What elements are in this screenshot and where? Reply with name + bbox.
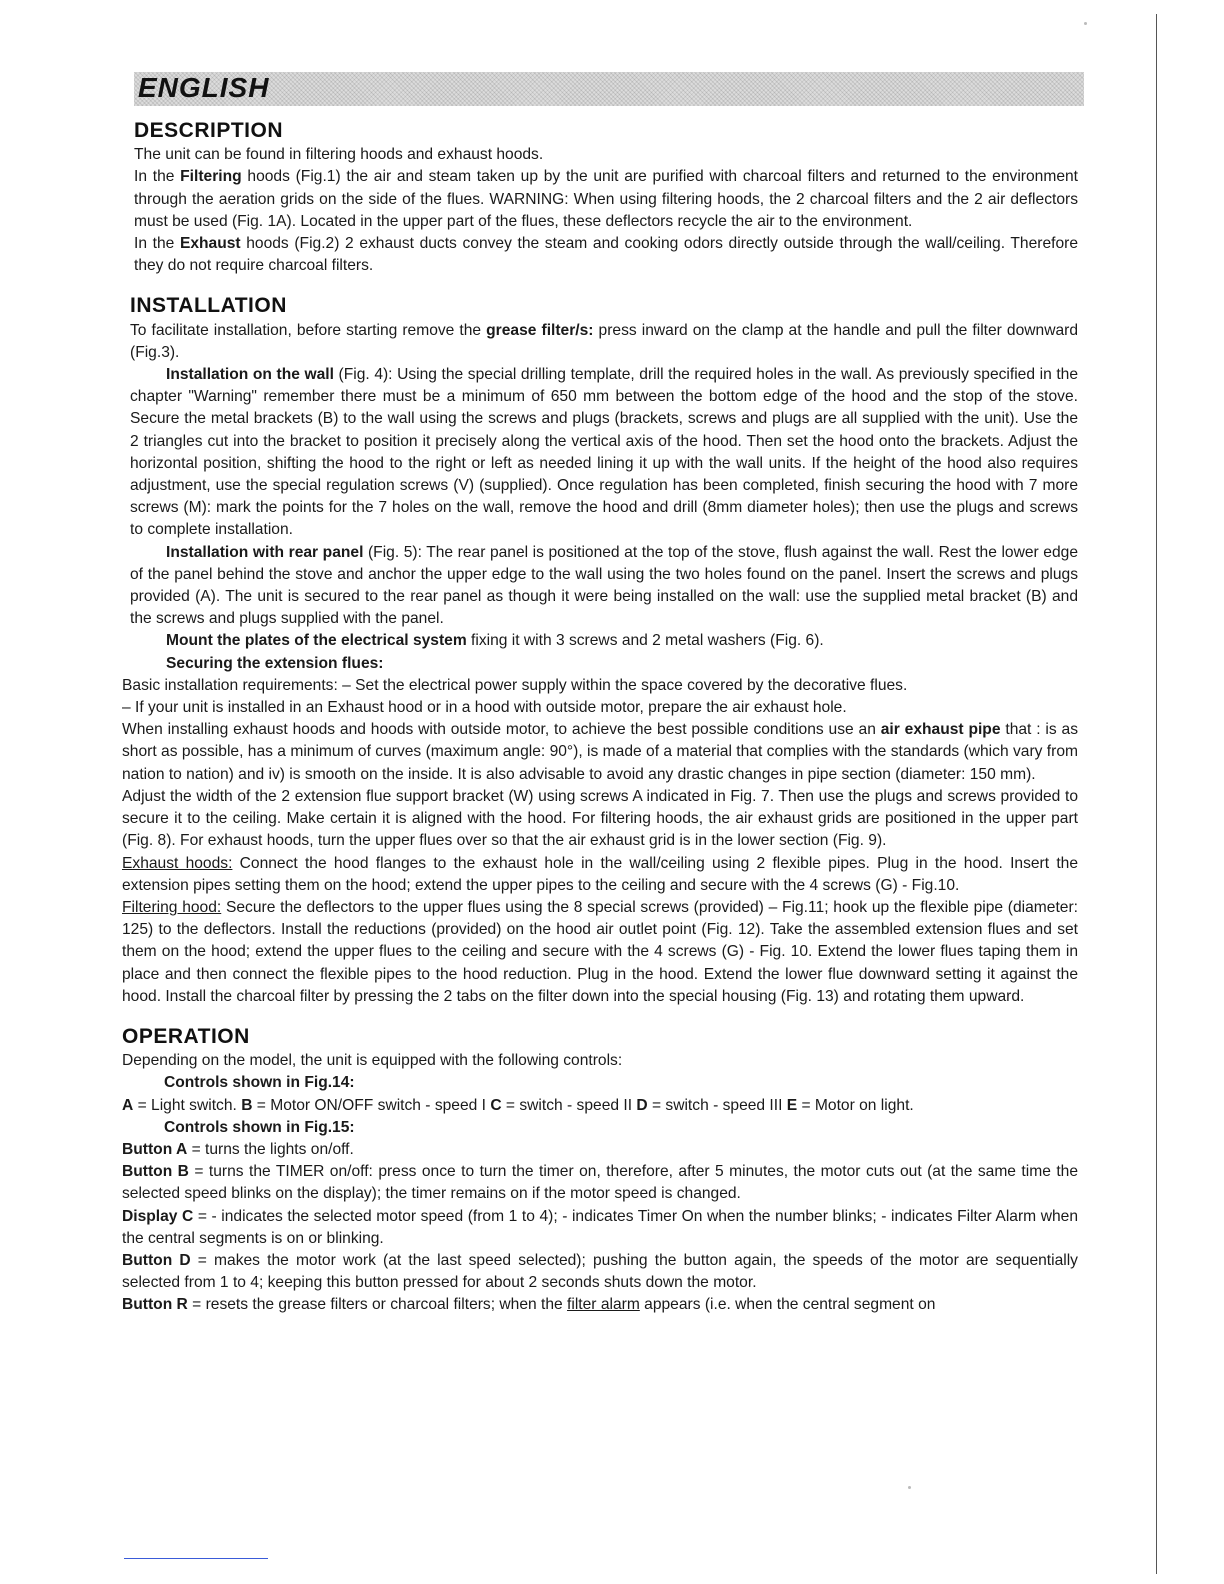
installation-section — [122, 320, 1078, 675]
requirements-line: – If your unit is installed in an Exhaust hood or in a hood with outside motor, prepare the air exhaust hole. — [122, 699, 847, 717]
control-desc: = Light switch. — [133, 1096, 242, 1114]
exhaust-hoods-paragraph — [122, 853, 1078, 897]
filtering-term: Filtering — [180, 168, 242, 186]
control-desc: = switch - speed II — [501, 1096, 637, 1114]
control-desc: = turns the lights on/off. — [187, 1140, 354, 1158]
button-a-key: Button A — [122, 1140, 188, 1158]
description-heading: DESCRIPTION — [134, 119, 284, 142]
button-b-line — [122, 1161, 1078, 1205]
description-section — [122, 144, 1078, 277]
control-desc: = turns the TIMER on/off: press once to turn the timer on, therefore, after 5 minutes, the motor cuts out (at the same time the selected speed blinks on the display); the timer remains on if the motor speed is changed. — [122, 1163, 1078, 1203]
button-r-key: Button R — [122, 1296, 188, 1314]
installation-paragraph — [130, 320, 1078, 364]
button-d-key: Button D — [122, 1251, 191, 1269]
control-key: E — [786, 1096, 798, 1114]
operation-heading: OPERATION — [122, 1024, 250, 1048]
text-run: fixing it with 3 screws and 2 metal washers (Fig. 6). — [466, 632, 824, 650]
text-run: (Fig. 5): The rear panel is positioned at the top of the stove, flush against the wall. Rest the lower edge of the panel behind the stove and anchor the upper edge to the wall using the two holes found on the panel. Insert the screws and plugs provided (A). The unit is secured to the rear panel as though it were being installed on the wall: use the supplied metal bracket (B) and the screws and plugs supplied with the panel. — [130, 543, 1078, 628]
text-run: Connect the hood flanges to the exhaust hole in the wall/ceiling using 2 flexible pipes. Plug in the hood. Insert the extension pipes setting them on the hood; extend the upper pipes to the ceiling and secure with the 4 screws (G) - Fig.10. — [122, 854, 1078, 894]
requirements-section — [122, 675, 1078, 1008]
button-d-line — [122, 1250, 1078, 1294]
wall-installation-title: Installation on the wall — [166, 366, 334, 384]
exhaust-term: Exhaust — [179, 235, 241, 253]
control-desc: = switch - speed III — [647, 1096, 787, 1114]
document-body — [122, 120, 1078, 1317]
operation-intro: Depending on the model, the unit is equipped with the following controls: — [122, 1052, 623, 1070]
requirements-line: Basic installation requirements: – Set the electrical power supply within the space covered by the decorative flues. — [122, 676, 908, 694]
control-key: D — [636, 1096, 648, 1114]
installation-paragraph — [130, 364, 1078, 542]
control-key: B — [241, 1096, 253, 1114]
description-paragraph — [134, 233, 1078, 277]
display-c-line — [122, 1206, 1078, 1250]
text-run: In the — [134, 235, 180, 253]
exhaust-hoods-title: Exhaust hoods: — [122, 854, 233, 872]
installation-paragraph — [130, 630, 1078, 652]
filtering-hood-paragraph — [122, 897, 1078, 1008]
mount-plates-title: Mount the plates of the electrical system — [166, 632, 467, 650]
text-run: When installing exhaust hoods and hoods with outside motor, to achieve the best possible conditions use an — [122, 721, 881, 739]
button-r-line — [122, 1294, 1078, 1316]
control-key: C — [490, 1096, 502, 1114]
language-banner — [134, 72, 1084, 106]
control-desc: = resets the grease filters or charcoal filters; when the — [187, 1296, 568, 1314]
text-run: To facilitate installation, before starting remove the — [130, 321, 487, 339]
pipe-paragraph — [122, 719, 1078, 786]
extension-flues-title: Securing the extension flues: — [166, 654, 384, 672]
installation-paragraph — [130, 653, 1078, 675]
button-a-line — [122, 1139, 1078, 1161]
fig14-controls-line — [122, 1095, 1078, 1117]
operation-section — [122, 1050, 1078, 1316]
control-desc: = makes the motor work (at the last speed selected); pushing the button again, the speeds of the motor are sequentially selected from 1 to 4; keeping this button pressed for about 2 seconds shuts down the motor. — [122, 1251, 1078, 1292]
footnote-rule — [124, 1558, 268, 1559]
scan-speck — [1084, 22, 1087, 25]
air-exhaust-pipe-term: air exhaust pipe — [880, 721, 1001, 739]
fig14-title — [122, 1072, 1078, 1094]
rear-panel-title: Installation with rear panel — [166, 543, 364, 561]
fig15-title — [122, 1117, 1078, 1139]
text-run: Secure the deflectors to the upper flues using the 8 special screws (provided) – Fig.11; hook up the flexible pipe (diameter: 125) to the deflectors. Install the reductions (provided) on the hood air outlet point (Fig. 12). Take the assembled extension flues and set them on the hood; extend the upper flues to the ceiling and secure with the 4 screws (G) - Fig. 10. Extend the lower flues taping them in place and then connect the flexible pipes to the hood reduction. Plug in the hood. Extend the lower flue downward setting it against the hood. Install the charcoal filter by pressing the 2 tabs on the filter down into the special housing (Fig. 13) and rotating them upward. — [122, 898, 1078, 1005]
installation-heading: INSTALLATION — [130, 294, 287, 318]
adjust-paragraph: Adjust the width of the 2 extension flue support bracket (W) using screws A indicated in Fig. 7. Then use the plugs and screws provided to secure it to the ceiling. Make certain it is aligned with the hood. For filtering hoods, the air exhaust grids are positioned in the upper part (Fig. 8). For exhaust hoods, turn the upper flues over so that the air exhaust grid is in the lower section (Fig. 9). — [122, 787, 1078, 850]
display-c-key: Display C — [122, 1207, 194, 1225]
text-run: hoods (Fig.1) the air and steam taken up by the unit are purified with charcoal filters and returned to the environment through the aeration grids on the side of the flues. WARNING: When using filtering hoods, the 2 charcoal filters and the 2 air deflectors must be used (Fig. 1A). Located in the upper part of the flues, these deflectors recycle the air to the environment. — [134, 168, 1078, 230]
scan-speck — [908, 1486, 911, 1489]
control-desc: = Motor ON/OFF switch - speed I — [252, 1096, 491, 1114]
text-run: In the — [134, 168, 181, 186]
text-run: press inward on the clamp at the handle and pull the filter downward (Fig.3). — [130, 321, 1079, 361]
description-paragraph — [134, 166, 1078, 233]
control-key: A — [122, 1096, 134, 1114]
description-paragraph: The unit can be found in filtering hoods and exhaust hoods. — [134, 146, 544, 164]
filter-alarm-term: filter alarm — [567, 1296, 640, 1314]
installation-paragraph — [130, 542, 1078, 631]
language-label: ENGLISH — [138, 72, 270, 103]
text-run: hoods (Fig.2) 2 exhaust ducts convey the steam and cooking odors directly outside through the wall/ceiling. Therefore they do not require charcoal filters. — [134, 235, 1078, 275]
filtering-hood-title: Filtering hood: — [122, 898, 222, 916]
grease-filter-term: grease filter/s: — [486, 321, 594, 339]
button-b-key: Button B — [122, 1163, 189, 1181]
controls-fig15-label: Controls shown in Fig.15: — [164, 1118, 355, 1136]
text-run: that : is as short as possible, has a minimum of curves (maximum angle: 90°), is made of a material that complies with the standards (which vary from nation to nation) and iv) is smooth on the inside. It is also advisable to avoid any drastic changes in pipe section (diameter: 150 mm). — [122, 721, 1079, 783]
control-desc: = - indicates the selected motor speed (from 1 to 4); - indicates Timer On when the number blinks; - indicates Filter Alarm when the central segments is on or blinking. — [122, 1207, 1078, 1247]
controls-fig14-label: Controls shown in Fig.14: — [164, 1074, 355, 1092]
text-run: (Fig. 4): Using the special drilling template, drill the required holes in the wall. As previously specified in the chapter "Warning" remember there must be a minimum of 650 mm between the bottom edge of the hood and the stop of the stove. Secure the metal brackets (B) to the wall using the screws and plugs (brackets, screws and plugs are all supplied with the unit). Use the 2 triangles cut into the bracket to position it precisely along the vertical axis of the hood. Then set the hood onto the brackets. Adjust the horizontal position, shifting the hood to the right or left as needed lining it up with the wall units. If the height of the hood also requires adjustment, use the special regulation screws (V) (supplied). Once regulation has been completed, finish securing the hood with 7 more screws (M): mark the points for the 7 holes on the wall, remove the hood and drill (8mm diameter holes); then use the plugs and screws to complete installation. — [130, 366, 1078, 539]
control-desc: = Motor on light. — [797, 1096, 914, 1114]
page-edge-line — [1156, 14, 1157, 1574]
control-desc: appears (i.e. when the central segment on — [639, 1296, 936, 1314]
